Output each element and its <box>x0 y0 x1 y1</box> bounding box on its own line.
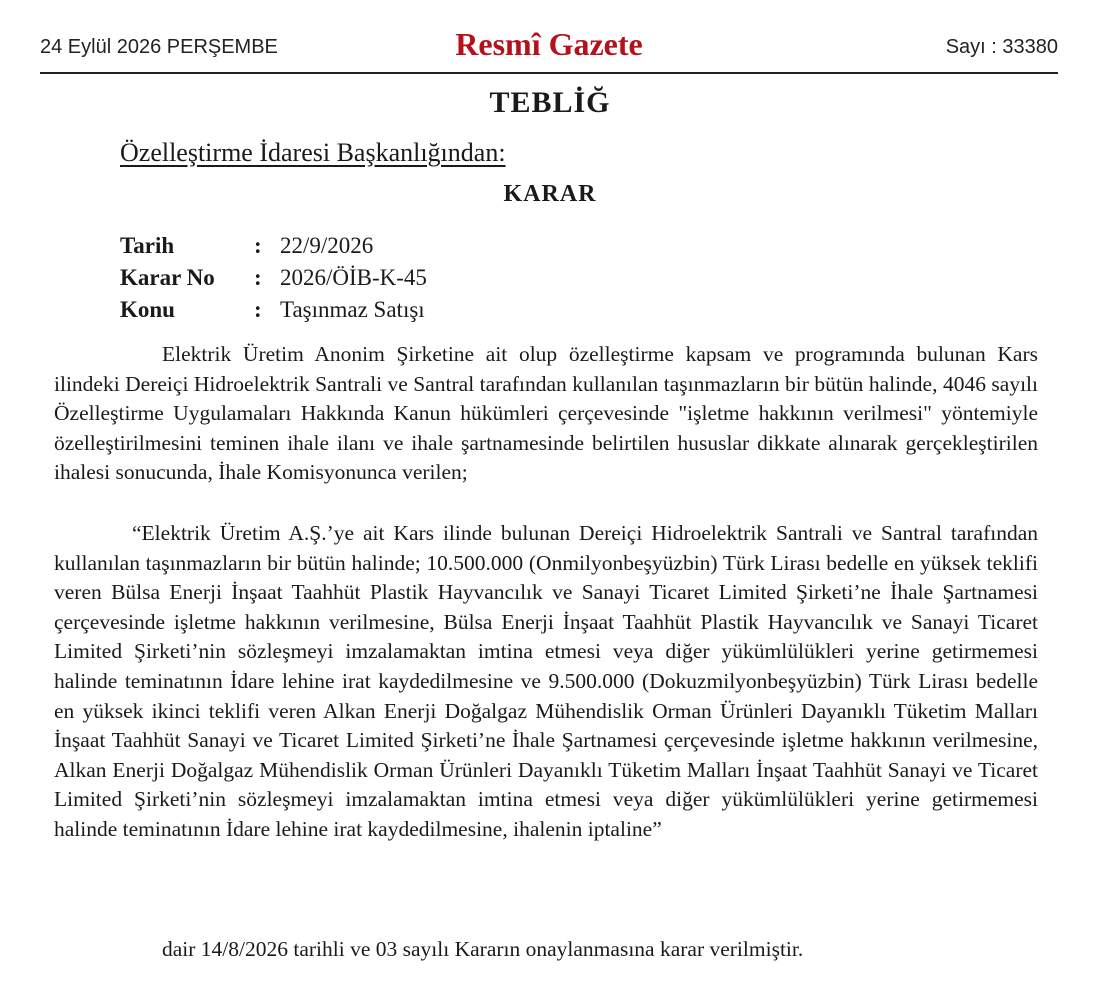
meta-value: 2026/ÖİB-K-45 <box>280 265 427 290</box>
issue-date: 24 Eylül 2026 PERŞEMBE <box>40 36 278 58</box>
issue-number: Sayı : 33380 <box>945 36 1058 58</box>
meta-row-subject <box>120 294 427 326</box>
gazette-header <box>40 26 1058 70</box>
meta-value: Taşınmaz Satışı <box>280 297 425 322</box>
meta-label: Karar No <box>120 265 215 290</box>
header-divider <box>40 72 1058 74</box>
gazette-title: Resmî Gazete <box>455 26 643 62</box>
body-paragraph-conclusion: dair 14/8/2026 tarihli ve 03 sayılı Kararın onaylanmasına karar verilmiştir. <box>162 937 804 961</box>
decision-heading: KARAR <box>503 181 597 207</box>
meta-colon: : <box>254 233 262 258</box>
body-paragraph-quoted-decision: “Elektrik Üretim A.Ş.’ye ait Kars ilinde bulunan Dereiçi Hidroelektrik Santrali ve Santral tarafından kullanılan taşınmazların bir bütün halinde; 10.500.000 (Onmilyonbeşyüzbin) Türk Lirası bedelle en yüksek teklifi veren Bülsa Enerji İnşaat Taahhüt Plastik Hayvancılık ve Sanayi Ticaret Limited Şirketi’ne İhale Şartnamesi çerçevesinde işletme hakkının verilmesine, Bülsa Enerji İnşaat Taahhüt Plastik Hayvancılık ve Sanayi Ticaret Limited Şirketi’nin sözleşmeyi imzalamaktan imtina etmesi veya diğer yükümlülükleri yerine getirmemesi halinde teminatının İdare lehine irat kaydedilmesine ve 9.500.000 (Dokuzmilyonbeşyüzbin) Türk Lirası bedelle en yüksek ikinci teklifi veren Alkan Enerji Doğalgaz Mühendislik Orman Ürünleri Dayanıklı Tüketim Malları İnşaat Taahhüt Sanayi ve Ticaret Limited Şirketi’ne İhale Şartnamesi çerçevesinde işletme hakkının verilmesine, Alkan Enerji Doğalgaz Mühendislik Orman Ürünleri Dayanıklı Tüketim Malları İnşaat Taahhüt Sanayi ve Ticaret Limited Şirketi’nin sözleşmeyi imzalamaktan imtina etmesi veya diğer yükümlülükleri yerine getirmemesi halinde teminatının İdare lehine irat kaydedilmesine, ihalenin iptaline” <box>54 521 1038 841</box>
meta-label: Konu <box>120 297 175 322</box>
section-title: TEBLİĞ <box>489 86 611 119</box>
meta-colon: : <box>254 297 262 322</box>
issuing-authority: Özelleştirme İdaresi Başkanlığından: <box>120 138 506 167</box>
meta-row-date <box>120 230 427 262</box>
meta-value: 22/9/2026 <box>280 233 374 258</box>
body-paragraph-intro: Elektrik Üretim Anonim Şirketine ait olup özelleştirme kapsam ve programında bulunan Kars ilindeki Dereiçi Hidroelektrik Santrali ve Santral tarafından kullanılan taşınmazların bir bütün halinde, 4046 sayılı Özelleştirme Uygulamaları Hakkında Kanun hükümleri çerçevesinde "işletme hakkının verilmesi" yöntemiyle özelleştirilmesini teminen ihale ilanı ve ihale şartnamesinde belirtilen hususlar dikkate alınarak gerçekleştirilen ihalesi sonucunda, İhale Komisyonunca verilen; <box>54 342 1038 485</box>
decision-meta <box>120 230 427 326</box>
meta-label: Tarih <box>120 233 175 258</box>
meta-colon: : <box>254 265 262 290</box>
meta-row-decision-no <box>120 262 427 294</box>
